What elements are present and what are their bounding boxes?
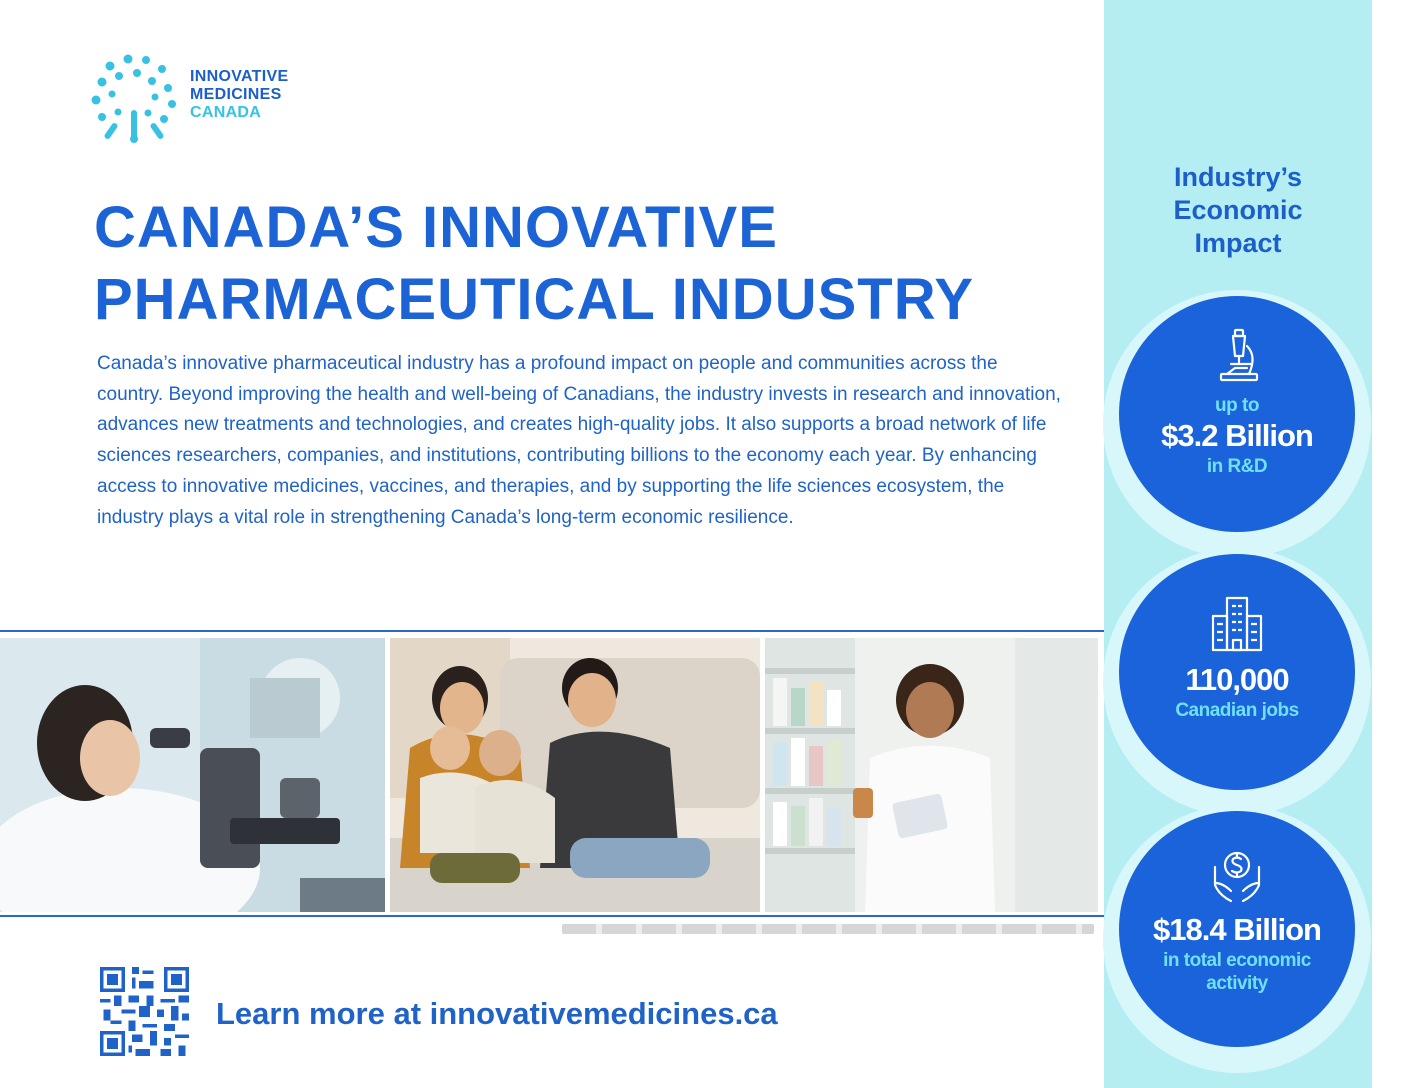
logo	[88, 52, 328, 144]
learn-more-link[interactable]: Learn more at innovativemedicines.ca	[216, 996, 778, 1031]
logo-line-3: CANADA	[190, 104, 262, 121]
qr-code-icon[interactable]	[100, 967, 189, 1056]
stat-suffix-line-1: in total economic	[1163, 950, 1311, 971]
family-photo	[390, 638, 760, 912]
intro-paragraph: Canada’s innovative pharmaceutical industry has a profound impact on people and communities across the country. Beyond improving the health and well-being of Canadians, the industry invests in research and innovation, advances new treatments and technologies, and creates high-quality jobs. It also supports a broad network of life sciences researchers, companies, and institutions, contributing billions to the economy each year. By enhancing access to innovative medicines, vaccines, and therapies, and by supporting the life sciences ecosystem, the industry plays a vital role in strengthening Canada’s long-term economic resilience.	[97, 353, 1061, 528]
stat-suffix: Canadian jobs	[1175, 700, 1299, 721]
logo-mark-icon	[88, 52, 180, 144]
stat-suffix: in R&D	[1206, 456, 1268, 477]
photo-top-divider	[0, 630, 1104, 632]
stat-value: 110,000	[1185, 662, 1289, 697]
page-title	[94, 192, 1074, 336]
stat-value: $3.2 Billion	[1161, 418, 1313, 453]
stat-suffix-line-2: activity	[1206, 973, 1268, 994]
pharmacist-photo	[765, 638, 1098, 912]
logo-line-2: MEDICINES	[190, 86, 282, 103]
sidebar-title	[1104, 161, 1372, 260]
photo-bottom-divider	[0, 915, 1104, 917]
hands-dollar-icon	[1201, 847, 1273, 907]
sidebar-title-line-3: Impact	[1194, 228, 1282, 258]
stat-text	[1129, 394, 1345, 478]
stat-jobs	[1103, 548, 1371, 816]
stat-economic-activity	[1103, 805, 1371, 1073]
microscope-icon	[1201, 326, 1273, 386]
microscope-researcher-photo	[0, 638, 385, 912]
stat-prefix: up to	[1215, 395, 1259, 416]
title-line-2: PHARMACEUTICAL INDUSTRY	[94, 267, 975, 332]
title-line-1: CANADA’S INNOVATIVE	[94, 195, 778, 260]
logo-wordmark	[190, 68, 288, 122]
sidebar-title-line-1: Industry’s	[1173, 162, 1303, 192]
logo-line-1: INNOVATIVE	[190, 68, 289, 85]
stat-text	[1129, 911, 1345, 995]
stat-research	[1103, 290, 1371, 558]
stat-text	[1129, 661, 1345, 722]
building-icon	[1201, 594, 1273, 654]
sidebar-title-line-2: Economic	[1173, 195, 1303, 225]
photo-credit	[562, 924, 1094, 934]
stat-value: $18.4 Billion	[1153, 912, 1321, 947]
